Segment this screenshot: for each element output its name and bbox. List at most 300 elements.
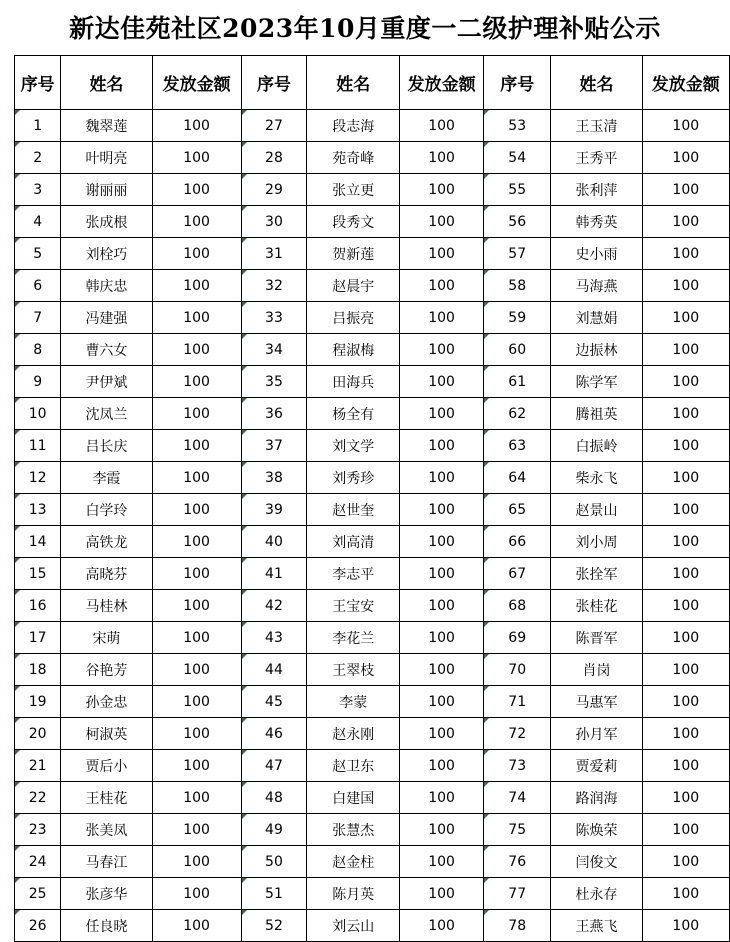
cell-serial-text: 64 (508, 469, 527, 486)
cell-name (61, 174, 152, 206)
cell-amount (152, 366, 241, 398)
cell-amount-text: 100 (183, 821, 210, 838)
cell-name-text: 陈晋军 (575, 630, 618, 647)
cell-amount (400, 558, 484, 590)
cell-marker-icon (242, 430, 247, 435)
cell-marker-icon (484, 782, 489, 787)
cell-amount (152, 590, 241, 622)
cell-serial-text: 49 (265, 821, 283, 838)
cell-amount (400, 270, 484, 302)
cell-amount-text: 100 (428, 725, 455, 742)
cell-serial (241, 750, 307, 782)
cell-amount (152, 270, 241, 302)
cell-amount-text: 100 (672, 661, 700, 678)
cell-amount-text: 100 (428, 117, 455, 134)
table-row (15, 110, 730, 142)
cell-marker-icon (242, 846, 247, 851)
cell-serial (241, 558, 307, 590)
cell-amount-text: 100 (183, 373, 210, 390)
page-title: 新达佳苑社区2023年10月重度一二级护理补贴公示 (69, 14, 661, 43)
cell-serial (15, 558, 61, 590)
cell-serial (241, 494, 307, 526)
cell-amount-text: 100 (183, 661, 210, 678)
cell-amount (152, 494, 241, 526)
subsidy-table (14, 55, 730, 942)
cell-serial-text: 14 (28, 533, 47, 550)
cell-name-text: 刘秀珍 (332, 470, 375, 487)
cell-serial-text: 61 (508, 373, 527, 390)
cell-serial (484, 718, 551, 750)
table-row (15, 846, 730, 878)
cell-name (61, 910, 152, 942)
cell-name-text: 马海燕 (575, 278, 618, 295)
cell-amount-text: 100 (672, 885, 700, 902)
cell-amount (400, 334, 484, 366)
cell-serial-text: 32 (265, 277, 283, 294)
cell-amount (642, 558, 729, 590)
cell-amount-text: 100 (183, 277, 210, 294)
header-name-3: 姓名 (551, 56, 642, 110)
cell-serial-text: 56 (508, 213, 527, 230)
cell-marker-icon (484, 878, 489, 883)
cell-amount-text: 100 (183, 693, 210, 710)
cell-amount (642, 238, 729, 270)
cell-serial-text: 39 (265, 501, 283, 518)
cell-name (551, 814, 642, 846)
cell-amount (642, 526, 729, 558)
table-body (15, 110, 730, 942)
cell-name-text: 宋萌 (92, 630, 121, 647)
cell-marker-icon (15, 846, 20, 851)
cell-marker-icon (15, 558, 20, 563)
table-row (15, 302, 730, 334)
cell-marker-icon (242, 142, 247, 147)
cell-serial (241, 270, 307, 302)
table-row (15, 526, 730, 558)
cell-marker-icon (484, 462, 489, 467)
cell-serial-text: 76 (508, 853, 527, 870)
cell-amount-text: 100 (183, 501, 210, 518)
cell-marker-icon (484, 142, 489, 147)
cell-serial-text: 48 (265, 789, 283, 806)
cell-marker-icon (242, 590, 247, 595)
cell-name-text: 李蒙 (339, 694, 368, 711)
cell-amount-text: 100 (428, 757, 455, 774)
cell-amount-text: 100 (428, 181, 455, 198)
cell-amount-text: 100 (672, 917, 700, 934)
cell-name-text: 肖岗 (582, 662, 611, 679)
cell-name (307, 238, 400, 270)
cell-name-text: 吕长庆 (85, 438, 128, 455)
cell-amount (400, 366, 484, 398)
cell-serial-text: 8 (33, 341, 43, 358)
cell-name (61, 654, 152, 686)
cell-serial-text: 36 (265, 405, 283, 422)
cell-amount-text: 100 (183, 789, 210, 806)
cell-name (307, 206, 400, 238)
cell-serial (241, 142, 307, 174)
cell-amount-text: 100 (428, 149, 455, 166)
cell-name (551, 206, 642, 238)
cell-marker-icon (242, 494, 247, 499)
cell-serial-text: 18 (28, 661, 47, 678)
cell-marker-icon (484, 110, 489, 115)
cell-amount-text: 100 (183, 533, 210, 550)
cell-marker-icon (242, 558, 247, 563)
table-row (15, 558, 730, 590)
cell-name (307, 494, 400, 526)
cell-amount-text: 100 (672, 245, 700, 262)
cell-serial (484, 846, 551, 878)
cell-marker-icon (242, 462, 247, 467)
cell-serial-text: 7 (33, 309, 43, 326)
cell-serial-text: 35 (265, 373, 283, 390)
cell-name (61, 526, 152, 558)
cell-marker-icon (242, 686, 247, 691)
cell-serial (15, 238, 61, 270)
cell-serial-text: 33 (265, 309, 283, 326)
cell-name-text: 贺新莲 (332, 246, 375, 263)
cell-name-text: 张彦华 (85, 886, 128, 903)
cell-marker-icon (15, 398, 20, 403)
cell-marker-icon (242, 398, 247, 403)
cell-amount (400, 590, 484, 622)
cell-serial-text: 34 (265, 341, 283, 358)
cell-name-text: 韩秀英 (575, 214, 618, 231)
cell-serial (15, 590, 61, 622)
cell-name (551, 302, 642, 334)
cell-amount (642, 430, 729, 462)
cell-marker-icon (242, 366, 247, 371)
cell-serial (484, 686, 551, 718)
cell-amount-text: 100 (428, 693, 455, 710)
cell-serial (484, 782, 551, 814)
cell-name (551, 590, 642, 622)
cell-marker-icon (484, 846, 489, 851)
cell-serial (241, 238, 307, 270)
cell-name-text: 王桂花 (85, 790, 128, 807)
cell-serial (484, 526, 551, 558)
cell-name (551, 526, 642, 558)
cell-name-text: 马桂林 (85, 598, 128, 615)
cell-amount-text: 100 (672, 821, 700, 838)
cell-name (307, 590, 400, 622)
cell-serial-text: 67 (508, 565, 527, 582)
cell-serial-text: 46 (265, 725, 283, 742)
cell-amount-text: 100 (672, 309, 700, 326)
cell-name-text: 马惠军 (575, 694, 618, 711)
cell-serial (15, 174, 61, 206)
cell-amount-text: 100 (428, 917, 455, 934)
cell-amount (152, 814, 241, 846)
cell-name-text: 高铁龙 (85, 534, 128, 551)
cell-serial (484, 302, 551, 334)
cell-name (307, 334, 400, 366)
cell-name (551, 750, 642, 782)
cell-serial (241, 910, 307, 942)
cell-marker-icon (484, 494, 489, 499)
cell-marker-icon (484, 270, 489, 275)
cell-name-text: 史小雨 (575, 246, 618, 263)
cell-amount-text: 100 (672, 149, 700, 166)
cell-serial (484, 174, 551, 206)
cell-amount-text: 100 (428, 309, 455, 326)
cell-serial (241, 622, 307, 654)
cell-marker-icon (15, 270, 20, 275)
cell-marker-icon (484, 334, 489, 339)
cell-amount (642, 590, 729, 622)
cell-amount (642, 366, 729, 398)
cell-amount-text: 100 (428, 821, 455, 838)
cell-serial-text: 54 (508, 149, 527, 166)
cell-marker-icon (242, 334, 247, 339)
cell-amount-text: 100 (672, 341, 700, 358)
cell-name (61, 814, 152, 846)
cell-amount-text: 100 (183, 629, 210, 646)
cell-serial-text: 29 (265, 181, 283, 198)
cell-amount (152, 654, 241, 686)
cell-amount (642, 302, 729, 334)
table-row (15, 334, 730, 366)
cell-marker-icon (484, 366, 489, 371)
cell-marker-icon (484, 750, 489, 755)
cell-name-text: 边振林 (575, 342, 618, 359)
cell-name-text: 孙月军 (575, 726, 618, 743)
header-amount-1: 发放金额 (152, 56, 241, 110)
cell-serial (15, 622, 61, 654)
cell-serial (241, 462, 307, 494)
cell-amount (152, 718, 241, 750)
cell-serial (15, 750, 61, 782)
cell-name-text: 赵卫东 (332, 758, 375, 775)
cell-name (61, 238, 152, 270)
cell-serial-text: 10 (28, 405, 47, 422)
cell-name (307, 462, 400, 494)
cell-name (307, 910, 400, 942)
cell-serial (241, 206, 307, 238)
cell-name-text: 白学玲 (85, 502, 128, 519)
header-amount-2: 发放金额 (400, 56, 484, 110)
cell-serial-text: 63 (508, 437, 527, 454)
cell-serial (15, 302, 61, 334)
cell-serial-text: 26 (28, 917, 47, 934)
cell-serial-text: 5 (33, 245, 43, 262)
cell-serial (484, 814, 551, 846)
cell-serial-text: 11 (28, 437, 47, 454)
cell-name-text: 李志平 (332, 566, 375, 583)
cell-serial (15, 142, 61, 174)
cell-amount (642, 270, 729, 302)
cell-amount (400, 718, 484, 750)
cell-amount (152, 686, 241, 718)
table-row (15, 654, 730, 686)
cell-serial (241, 398, 307, 430)
cell-serial-text: 74 (508, 789, 527, 806)
cell-serial (241, 782, 307, 814)
cell-name-text: 张成根 (85, 214, 128, 231)
cell-name-text: 张利萍 (575, 182, 618, 199)
cell-amount-text: 100 (428, 405, 455, 422)
cell-name (551, 910, 642, 942)
cell-marker-icon (15, 494, 20, 499)
header-name-2: 姓名 (307, 56, 400, 110)
table-row (15, 878, 730, 910)
cell-name (551, 270, 642, 302)
cell-amount-text: 100 (183, 757, 210, 774)
cell-marker-icon (484, 430, 489, 435)
table-row (15, 814, 730, 846)
cell-serial-text: 37 (265, 437, 283, 454)
cell-serial (484, 590, 551, 622)
cell-name-text: 张立更 (332, 182, 375, 199)
cell-name (61, 270, 152, 302)
cell-serial (484, 878, 551, 910)
cell-serial (484, 654, 551, 686)
cell-amount-text: 100 (428, 885, 455, 902)
cell-amount (152, 334, 241, 366)
cell-name (61, 462, 152, 494)
cell-name (307, 782, 400, 814)
cell-amount-text: 100 (428, 245, 455, 262)
cell-amount (400, 526, 484, 558)
cell-name-text: 白建国 (332, 790, 375, 807)
cell-serial (241, 846, 307, 878)
cell-amount-text: 100 (672, 469, 700, 486)
cell-amount (400, 750, 484, 782)
cell-name (307, 110, 400, 142)
cell-serial-text: 41 (265, 565, 283, 582)
cell-serial (15, 398, 61, 430)
cell-name (61, 334, 152, 366)
cell-amount (152, 430, 241, 462)
cell-marker-icon (15, 686, 20, 691)
cell-serial (484, 910, 551, 942)
cell-serial-text: 42 (265, 597, 283, 614)
cell-name-text: 田海兵 (332, 374, 375, 391)
cell-serial (15, 270, 61, 302)
cell-amount (152, 462, 241, 494)
cell-name-text: 贾后小 (85, 758, 128, 775)
cell-amount-text: 100 (183, 181, 210, 198)
cell-name (61, 494, 152, 526)
cell-amount (400, 494, 484, 526)
cell-amount (642, 462, 729, 494)
cell-name (61, 430, 152, 462)
cell-serial (15, 462, 61, 494)
table-row (15, 206, 730, 238)
cell-amount-text: 100 (183, 213, 210, 230)
cell-serial-text: 45 (265, 693, 283, 710)
cell-serial-text: 53 (508, 117, 527, 134)
table-row (15, 398, 730, 430)
cell-name (307, 558, 400, 590)
cell-amount-text: 100 (183, 117, 210, 134)
cell-amount-text: 100 (672, 181, 700, 198)
cell-serial-text: 15 (28, 565, 47, 582)
cell-name-text: 段秀文 (332, 214, 375, 231)
cell-amount (642, 110, 729, 142)
cell-name (61, 366, 152, 398)
cell-serial (241, 686, 307, 718)
cell-serial-text: 20 (28, 725, 47, 742)
cell-name (61, 686, 152, 718)
cell-marker-icon (15, 142, 20, 147)
cell-name-text: 贾爱莉 (575, 758, 618, 775)
cell-amount (152, 878, 241, 910)
cell-amount-text: 100 (672, 533, 700, 550)
cell-marker-icon (242, 750, 247, 755)
cell-name-text: 路润海 (575, 790, 618, 807)
cell-serial-text: 43 (265, 629, 283, 646)
cell-name-text: 杨全有 (332, 406, 375, 423)
cell-name (551, 654, 642, 686)
cell-name-text: 刘文学 (332, 438, 375, 455)
cell-marker-icon (484, 302, 489, 307)
cell-name-text: 赵永刚 (332, 726, 375, 743)
cell-marker-icon (15, 814, 20, 819)
cell-marker-icon (242, 718, 247, 723)
cell-serial-text: 24 (28, 853, 47, 870)
cell-serial-text: 44 (265, 661, 283, 678)
cell-name-text: 张慧杰 (332, 822, 375, 839)
cell-name (551, 238, 642, 270)
cell-name-text: 叶明亮 (85, 150, 128, 167)
cell-name (307, 302, 400, 334)
cell-amount-text: 100 (183, 245, 210, 262)
cell-marker-icon (242, 110, 247, 115)
cell-amount-text: 100 (183, 405, 210, 422)
table-row (15, 782, 730, 814)
cell-amount-text: 100 (183, 597, 210, 614)
cell-serial (15, 430, 61, 462)
cell-name (551, 142, 642, 174)
cell-amount (400, 142, 484, 174)
cell-serial-text: 59 (508, 309, 527, 326)
cell-serial (241, 718, 307, 750)
cell-marker-icon (484, 590, 489, 595)
cell-name (307, 366, 400, 398)
cell-amount (400, 814, 484, 846)
cell-serial (15, 206, 61, 238)
cell-amount-text: 100 (428, 469, 455, 486)
cell-amount (152, 174, 241, 206)
cell-amount (400, 302, 484, 334)
cell-amount (642, 334, 729, 366)
cell-amount (400, 622, 484, 654)
cell-name-text: 沈凤兰 (85, 406, 128, 423)
cell-name (61, 558, 152, 590)
cell-amount (152, 782, 241, 814)
cell-name (551, 878, 642, 910)
cell-marker-icon (484, 206, 489, 211)
cell-amount-text: 100 (428, 277, 455, 294)
cell-amount-text: 100 (183, 149, 210, 166)
cell-name (551, 462, 642, 494)
cell-name-text: 王宝安 (332, 598, 375, 615)
header-serial-2: 序号 (241, 56, 307, 110)
cell-serial-text: 9 (33, 373, 43, 390)
cell-serial (241, 174, 307, 206)
cell-amount-text: 100 (428, 661, 455, 678)
cell-amount-text: 100 (428, 341, 455, 358)
cell-name (551, 782, 642, 814)
cell-serial-text: 27 (265, 117, 283, 134)
cell-marker-icon (15, 750, 20, 755)
cell-name-text: 杜永存 (575, 886, 618, 903)
cell-serial (484, 206, 551, 238)
cell-name-text: 谢丽丽 (85, 182, 128, 199)
cell-amount (400, 110, 484, 142)
